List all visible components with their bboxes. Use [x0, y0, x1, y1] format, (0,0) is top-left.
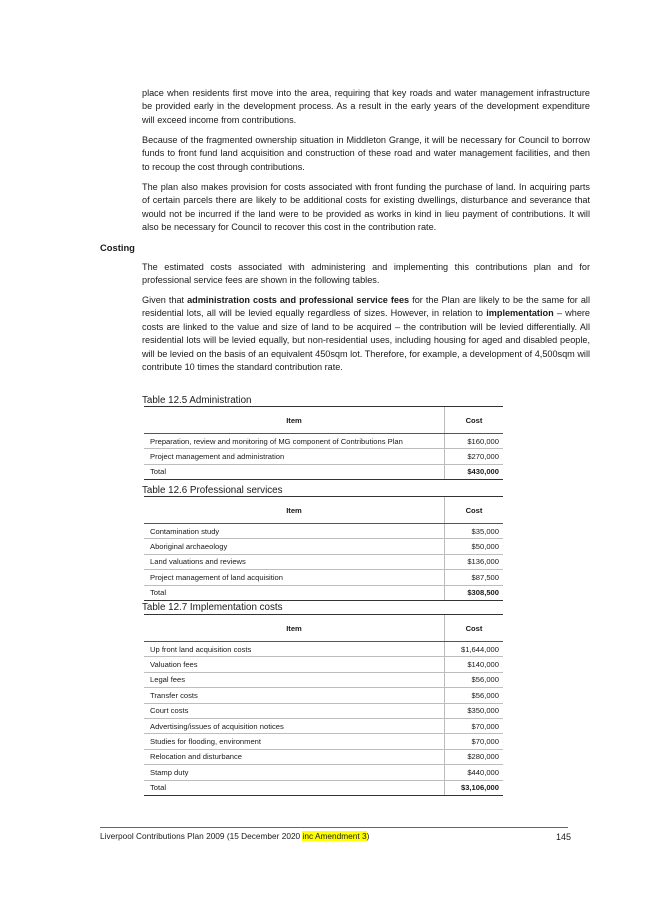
column-header-item: Item	[144, 407, 445, 434]
column-header-item: Item	[144, 497, 445, 524]
intro-paragraph-2: Because of the fragmented ownership situation in Middleton Grange, it will be necessary for Council to borrow funds to front fund land acquisition and construction of these road and water management facilities, and then to recoup the cost through contributions.	[142, 135, 590, 172]
table-row: Project management of land acquisition $87,500	[144, 570, 503, 585]
footer-highlight: inc Amendment 3	[302, 831, 367, 841]
footer-text: Liverpool Contributions Plan 2009 (15 December 2020 inc Amendment 3)	[100, 831, 370, 841]
table-total-row: Total $430,000	[144, 464, 503, 479]
table-row: Valuation fees $140,000	[144, 657, 503, 672]
table-total-row: Total $308,500	[144, 585, 503, 600]
column-header-cost: Cost	[445, 497, 504, 524]
table-row: Preparation, review and monitoring of MG component of Contributions Plan $160,000	[144, 434, 503, 449]
table-row: Stamp duty $440,000	[144, 765, 503, 780]
footer-divider	[100, 827, 568, 828]
table-row: Aboriginal archaeology $50,000	[144, 539, 503, 554]
table-row: Project management and administration $270,000	[144, 449, 503, 464]
costing-heading: Costing	[100, 242, 135, 253]
table-row: Relocation and disturbance $280,000	[144, 749, 503, 764]
table-row: Legal fees $56,000	[144, 672, 503, 687]
table-row: Court costs $350,000	[144, 703, 503, 718]
emphasis-implementation: implementation	[486, 308, 554, 319]
table-caption-implementation-costs: Table 12.7 Implementation costs	[142, 602, 283, 613]
column-header-cost: Cost	[445, 615, 504, 642]
intro-paragraph-1: place when residents first move into the area, requiring that key roads and water management infrastructure be provided early in the development process. As a result in the early years of the development expenditure will exceed income from contributions.	[142, 88, 590, 125]
table-row: Land valuations and reviews $136,000	[144, 554, 503, 569]
table-row: Advertising/issues of acquisition notices $70,000	[144, 718, 503, 733]
table-row: Up front land acquisition costs $1,644,000	[144, 642, 503, 657]
column-header-item: Item	[144, 615, 445, 642]
page-number: 145	[556, 832, 572, 842]
professional-services-table	[144, 496, 503, 601]
table-total-row: Total $3,106,000	[144, 780, 503, 795]
emphasis-admin-fees: administration costs and professional service fees	[187, 295, 410, 305]
costing-paragraph-1: The estimated costs associated with administering and implementing this contributions plan and for professional service fees are shown in the following tables.	[142, 262, 590, 286]
table-row: Studies for flooding, environment $70,000	[144, 734, 503, 749]
table-caption-professional-services: Table 12.6 Professional services	[142, 485, 283, 496]
intro-paragraph-3: The plan also makes provision for costs associated with front funding the purchase of land. In acquiring parts of certain parcels there are likely to be additional costs for existing dwellings, disturbance and severance that would not be incurred if the land were to be provided as works in kind in lieu payment of contributions. It will also be necessary for Council to recover this cost in the contribution rate.	[142, 182, 590, 233]
implementation-costs-table	[144, 614, 503, 796]
table-caption-administration: Table 12.5 Administration	[142, 395, 252, 406]
table-row: Transfer costs $56,000	[144, 688, 503, 703]
costing-paragraph-2: Given that administration costs and professional service fees for the Plan are likely to be the same for all residential lots, all will be levied equally regardless of sizes. However, in relation to implementation – where costs are linked to the value and size of land to be acquired – the contribution will be levied differentially. All residential lots will be levied equally, but non-residential uses, including housing for aged and disabled people, will be levied on the basis of an equivalent 450sqm lot. Therefore, for example, a development of 4,500sqm will contribute 10 times the standard contribution rate.	[142, 295, 591, 373]
administration-table	[144, 406, 503, 480]
table-row: Contamination study $35,000	[144, 524, 503, 539]
column-header-cost: Cost	[445, 407, 504, 434]
